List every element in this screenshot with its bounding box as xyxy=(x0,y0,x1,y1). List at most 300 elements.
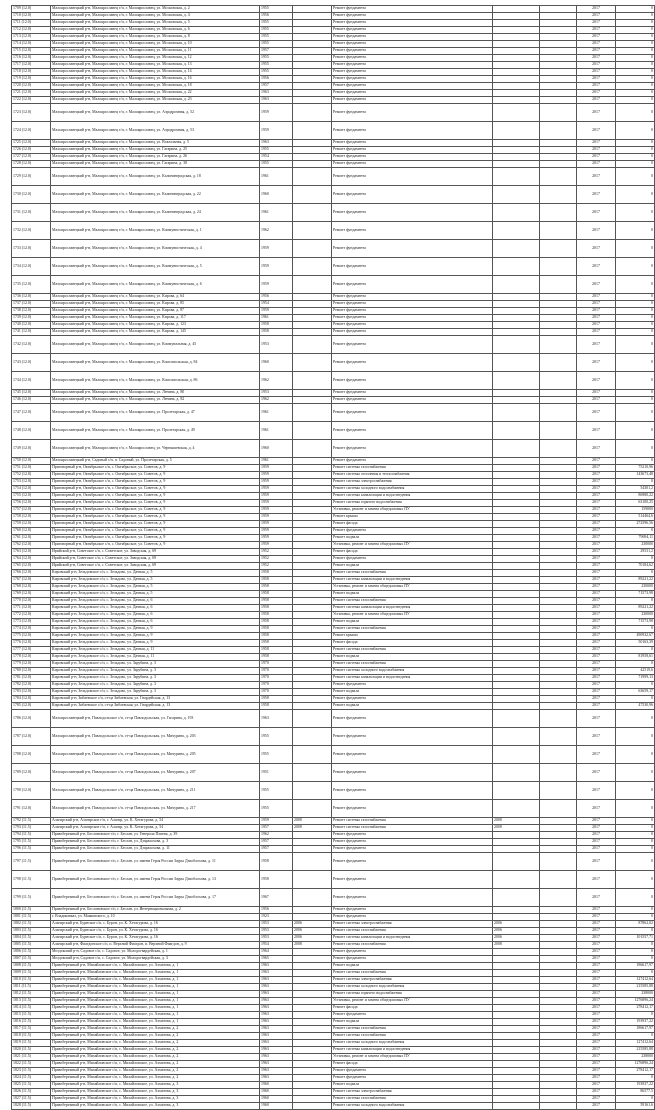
cell-extra2 xyxy=(540,168,577,186)
cell-extra2 xyxy=(540,696,577,703)
cell-address: Правобережный р-н, Михайловское с/п, с. Михайловское, ул. Ахматова, д. 2 xyxy=(51,1075,260,1082)
cell-year-built: 1959 xyxy=(260,514,293,521)
cell-year-built: 1958 xyxy=(260,605,293,612)
table-row xyxy=(12,465,655,472)
cell-extra2 xyxy=(540,20,577,27)
cell-year-built: 1963 xyxy=(260,963,293,970)
table-row xyxy=(12,963,655,970)
table-row xyxy=(12,20,655,27)
table-row xyxy=(12,640,655,647)
cell-year-built: 1958 xyxy=(260,703,293,710)
cell-work: Ремонт фасада xyxy=(332,1005,493,1012)
cell-id: 1766 (12.0) xyxy=(12,570,51,577)
cell-extra2 xyxy=(540,818,577,825)
cell-year-built: 1956 xyxy=(260,13,293,20)
cell-plan-year: 2017 xyxy=(577,240,616,258)
cell-extra2 xyxy=(540,97,577,104)
cell-plan-year: 2017 xyxy=(577,728,616,746)
table-row xyxy=(12,458,655,465)
cell-work: Ремонт фундамента xyxy=(332,168,493,186)
cell-extra2 xyxy=(540,535,577,542)
table-row xyxy=(12,336,655,354)
cell-address: Приговорный р-н, Октябрьское с/п, с. Октябрьское, ул. Советов, д. 9 xyxy=(51,521,260,528)
cell-address: Приговорный р-н, Октябрьское с/п, с. Октябрьское, ул. Советов, д. 9 xyxy=(51,486,260,493)
table-row xyxy=(12,825,655,832)
register-rows xyxy=(12,6,655,1110)
cell-address: Кировский р-н, Зельдовское с/п, с. Зельдово, ул. Дачная, д. 6 xyxy=(51,605,260,612)
cell-plan-year: 2017 xyxy=(577,942,616,949)
cell-extra2 xyxy=(540,322,577,329)
cell-year-built: 1961 xyxy=(260,404,293,422)
cell-id: 1776 (12.0) xyxy=(12,640,51,647)
cell-year-built: 1957 xyxy=(260,825,293,832)
cell-work: Ремонт фундамента xyxy=(332,20,493,27)
cell-extra2 xyxy=(540,1089,577,1096)
cell-address: Правобережный р-н, Михайловское с/п, с. Михайловское, ул. Ахматова, д. 3 xyxy=(51,1096,260,1103)
cell-id: 1780 (12.0) xyxy=(12,668,51,675)
cell-year-built: 1963 xyxy=(260,1019,293,1026)
cell-extra1 xyxy=(493,258,540,276)
cell-year-repair xyxy=(293,1040,332,1047)
cell-extra2 xyxy=(540,563,577,570)
cell-amount: 101557,71 xyxy=(616,935,655,942)
cell-year-repair xyxy=(293,168,332,186)
cell-year-built: 1963 xyxy=(260,710,293,728)
cell-plan-year: 2017 xyxy=(577,122,616,140)
cell-amount: 272596,56 xyxy=(616,521,655,528)
table-row xyxy=(12,1103,655,1110)
cell-extra1 xyxy=(493,577,540,584)
cell-address: Приговорный р-н, Октябрьское с/п, с. Октябрьское, ул. Советов, д. 9 xyxy=(51,528,260,535)
cell-work: Установка, ремонт и замена общедомовых ПУ xyxy=(332,998,493,1005)
table-row xyxy=(12,839,655,846)
cell-year-repair xyxy=(293,654,332,661)
cell-plan-year: 2017 xyxy=(577,1054,616,1061)
cell-plan-year: 2017 xyxy=(577,832,616,839)
cell-plan-year: 2017 xyxy=(577,682,616,689)
cell-extra2 xyxy=(540,846,577,853)
table-row xyxy=(12,991,655,998)
cell-extra2 xyxy=(540,336,577,354)
table-row xyxy=(12,140,655,147)
cell-extra1 xyxy=(493,591,540,598)
cell-id: 1747 (12.0) xyxy=(12,404,51,422)
cell-work: Ремонт подвала xyxy=(332,1082,493,1089)
table-row xyxy=(12,76,655,83)
cell-address: Приговорный р-н, Октябрьское с/п, с. Октябрьское, ул. Советов, д. 9 xyxy=(51,479,260,486)
table-row xyxy=(12,1089,655,1096)
cell-id: 1792 (11.5) xyxy=(12,818,51,825)
cell-id: 1740 (12.0) xyxy=(12,322,51,329)
cell-address: Малоярославецкий р-н, Малоярославец г/п, г. Малоярославец, ул. Московская, д. 12 xyxy=(51,55,260,62)
cell-id: 1765 (12.0) xyxy=(12,563,51,570)
cell-extra1 xyxy=(493,372,540,390)
table-row xyxy=(12,48,655,55)
cell-extra2 xyxy=(540,1026,577,1033)
cell-id: 1782 (12.0) xyxy=(12,682,51,689)
cell-id: 1813 (11.5) xyxy=(12,998,51,1005)
cell-year-built: 1953 xyxy=(260,928,293,935)
cell-amount: 0 xyxy=(616,147,655,154)
cell-plan-year: 2017 xyxy=(577,577,616,584)
table-row xyxy=(12,871,655,889)
cell-plan-year: 2017 xyxy=(577,1068,616,1075)
cell-work: Ремонт фундамента xyxy=(332,240,493,258)
cell-work: Ремонт системы канализации и водоотведения xyxy=(332,493,493,500)
cell-address: Приговорный р-н, Октябрьское с/п, с. Октябрьское, ул. Советов, д. 9 xyxy=(51,465,260,472)
table-row xyxy=(12,514,655,521)
cell-extra1 xyxy=(493,479,540,486)
cell-year-repair xyxy=(293,354,332,372)
cell-plan-year: 2017 xyxy=(577,507,616,514)
cell-work: Ремонт системы газоснабжения xyxy=(332,647,493,654)
table-row xyxy=(12,654,655,661)
cell-id: 1759 (12.0) xyxy=(12,521,51,528)
cell-work: Ремонт подвала xyxy=(332,689,493,696)
cell-amount: 0 xyxy=(616,104,655,122)
table-row xyxy=(12,294,655,301)
table-row xyxy=(12,626,655,633)
cell-id: 1709 (12.0) xyxy=(12,6,51,13)
cell-address: Правобережный р-н, Михайловское с/п, с. Михайловское, ул. Ахматова, д. 2 xyxy=(51,1068,260,1075)
cell-id: 1821 (11.5) xyxy=(12,1054,51,1061)
cell-plan-year: 2017 xyxy=(577,1005,616,1012)
cell-extra2 xyxy=(540,1054,577,1061)
cell-address: Кировский р-н, Зельдовское с/п, с. Зельдово, ул. Дачная, д. 5 xyxy=(51,577,260,584)
cell-year-built: 1958 xyxy=(260,598,293,605)
cell-year-repair xyxy=(293,746,332,764)
cell-year-repair xyxy=(293,329,332,336)
cell-year-built: 1970 xyxy=(260,661,293,668)
cell-year-built: 1955 xyxy=(260,55,293,62)
cell-work: Ремонт системы электроснабжения xyxy=(332,977,493,984)
cell-work: Ремонт подвала xyxy=(332,703,493,710)
cell-plan-year: 2017 xyxy=(577,619,616,626)
cell-amount: 0 xyxy=(616,956,655,963)
cell-extra2 xyxy=(540,147,577,154)
cell-work: Ремонт фундамента xyxy=(332,154,493,161)
cell-work: Ремонт системы отопления и теплоснабжения xyxy=(332,472,493,479)
cell-year-built: 1955 xyxy=(260,800,293,818)
cell-plan-year: 2017 xyxy=(577,500,616,507)
cell-extra1 xyxy=(493,301,540,308)
cell-year-repair xyxy=(293,34,332,41)
cell-extra1 xyxy=(493,1103,540,1110)
cell-year-built: 1970 xyxy=(260,668,293,675)
cell-amount: 0 xyxy=(616,97,655,104)
cell-amount: 0 xyxy=(616,69,655,76)
table-row xyxy=(12,83,655,90)
cell-amount: 0 xyxy=(616,661,655,668)
cell-extra2 xyxy=(540,315,577,322)
table-row xyxy=(12,422,655,440)
cell-work: Ремонт системы газоснабжения xyxy=(332,818,493,825)
cell-extra2 xyxy=(540,914,577,921)
cell-extra1 xyxy=(493,458,540,465)
cell-work: Ремонт фундамента xyxy=(332,800,493,818)
table-row xyxy=(12,1054,655,1061)
cell-plan-year: 2017 xyxy=(577,710,616,728)
cell-year-repair xyxy=(293,977,332,984)
table-row xyxy=(12,549,655,556)
cell-work: Ремонт фундамента xyxy=(332,846,493,853)
cell-work: Ремонт фундамента xyxy=(332,907,493,914)
cell-extra1 xyxy=(493,647,540,654)
cell-address: Правобережный р-н, Беслановское г/п, г. Беслан, ул. имени Героя России Зауры Дзиоблохова, д. 13 xyxy=(51,871,260,889)
cell-extra2 xyxy=(540,956,577,963)
cell-amount: 0 xyxy=(616,329,655,336)
cell-plan-year: 2017 xyxy=(577,825,616,832)
cell-year-repair xyxy=(293,832,332,839)
table-row xyxy=(12,889,655,907)
cell-work: Ремонт системы горячего водоснабжения xyxy=(332,991,493,998)
cell-year-built: 1963 xyxy=(260,998,293,1005)
cell-address: Правобережный р-н, Михайловское с/п, с. Михайловское, ул. Ахматова, д. 1 xyxy=(51,991,260,998)
cell-year-built: 1963 xyxy=(260,1075,293,1082)
cell-year-repair xyxy=(293,563,332,570)
cell-extra2 xyxy=(540,889,577,907)
cell-plan-year: 2017 xyxy=(577,570,616,577)
cell-year-built: 1955 xyxy=(260,161,293,168)
cell-amount: 0 xyxy=(616,458,655,465)
cell-year-repair xyxy=(293,372,332,390)
cell-extra1 xyxy=(493,20,540,27)
cell-year-built: 1952 xyxy=(260,556,293,563)
cell-amount: 0 xyxy=(616,914,655,921)
table-row xyxy=(12,486,655,493)
cell-id: 1762 (12.0) xyxy=(12,542,51,549)
cell-amount: 0 xyxy=(616,34,655,41)
cell-id: 1816 (11.5) xyxy=(12,1019,51,1026)
cell-year-repair xyxy=(293,62,332,69)
cell-year-built: 1963 xyxy=(260,90,293,97)
cell-id: 1727 (12.0) xyxy=(12,154,51,161)
cell-address: Малоярославецкий р-н, Малоярославец г/п, г. Малоярославец, ул. Московская, д. 6 xyxy=(51,27,260,34)
cell-address: Малоярославецкий р-н, Малоярославец г/п, г. Малоярославец, ул. Гагарина, д. 26 xyxy=(51,154,260,161)
cell-year-built: 1962 xyxy=(260,222,293,240)
cell-plan-year: 2017 xyxy=(577,633,616,640)
cell-year-built: 1962 xyxy=(260,832,293,839)
cell-plan-year: 2017 xyxy=(577,147,616,154)
cell-year-repair xyxy=(293,404,332,422)
table-row xyxy=(12,661,655,668)
cell-address: Малоярославецкий р-н, Малоярославец г/п, г. Малоярославец, ул. Московская, д. 16 xyxy=(51,76,260,83)
cell-extra2 xyxy=(540,605,577,612)
cell-extra1: 2006 xyxy=(493,921,540,928)
cell-plan-year: 2017 xyxy=(577,626,616,633)
cell-id: 1807 (11.5) xyxy=(12,956,51,963)
table-row xyxy=(12,90,655,97)
cell-id: 1797 (11.5) xyxy=(12,853,51,871)
cell-address: Правобережный р-н, Михайловское с/п, с. Михайловское, ул. Ахматова, д. 1 xyxy=(51,1012,260,1019)
cell-work: Ремонт системы газоснабжения xyxy=(332,626,493,633)
cell-extra1: 2008 xyxy=(493,818,540,825)
cell-extra2 xyxy=(540,556,577,563)
cell-address: Малоярославецкий р-н, Малоярославец г/п, г. Малоярославец, ул. Московская, д. 4 xyxy=(51,13,260,20)
cell-work: Ремонт фундамента xyxy=(332,315,493,322)
table-row xyxy=(12,998,655,1005)
cell-plan-year: 2017 xyxy=(577,668,616,675)
cell-extra1 xyxy=(493,633,540,640)
cell-amount: 0 xyxy=(616,440,655,458)
table-row xyxy=(12,619,655,626)
cell-extra2 xyxy=(540,404,577,422)
cell-extra1 xyxy=(493,90,540,97)
cell-year-built: 1957 xyxy=(260,83,293,90)
cell-extra1 xyxy=(493,570,540,577)
cell-amount: 0 xyxy=(616,832,655,839)
cell-id: 1754 (12.0) xyxy=(12,486,51,493)
cell-year-built: 1959 xyxy=(260,486,293,493)
cell-id: 1749 (12.0) xyxy=(12,440,51,458)
cell-year-repair: 2006 xyxy=(293,935,332,942)
cell-work: Ремонт фундамента xyxy=(332,62,493,69)
cell-address: Кировский р-н, Зельдовское с/п, с. Зельдово, ул. Дачная, д. 5 xyxy=(51,570,260,577)
cell-extra1 xyxy=(493,336,540,354)
cell-id: 1785 (12.0) xyxy=(12,703,51,710)
cell-id: 1763 (12.0) xyxy=(12,549,51,556)
table-row xyxy=(12,1061,655,1068)
cell-amount: 0 xyxy=(616,1075,655,1082)
cell-plan-year: 2017 xyxy=(577,998,616,1005)
cell-extra2 xyxy=(540,764,577,782)
cell-extra1 xyxy=(493,354,540,372)
cell-year-built: 1955 xyxy=(260,6,293,13)
cell-work: Ремонт фундамента xyxy=(332,528,493,535)
cell-address: Кировский р-н, Зельдовское с/п, с. Зельдово, ул. Дачная, д. 9 xyxy=(51,633,260,640)
cell-plan-year: 2017 xyxy=(577,1026,616,1033)
cell-work: Ремонт подвала xyxy=(332,1019,493,1026)
cell-work: Ремонт фундамента xyxy=(332,90,493,97)
cell-year-repair xyxy=(293,322,332,329)
cell-address: Малоярославецкий р-н, Малоярославец г/п, г. Малоярославец, ул. Московская, д. 8 xyxy=(51,34,260,41)
cell-extra1 xyxy=(493,853,540,871)
cell-work: Ремонт фасада xyxy=(332,640,493,647)
cell-extra1 xyxy=(493,542,540,549)
cell-id: 1746 (12.0) xyxy=(12,397,51,404)
cell-id: 1725 (12.0) xyxy=(12,140,51,147)
cell-year-repair xyxy=(293,154,332,161)
cell-amount: 0 xyxy=(616,479,655,486)
cell-work: Ремонт фундамента xyxy=(332,956,493,963)
cell-year-repair: 2008 xyxy=(293,942,332,949)
cell-id: 1719 (12.0) xyxy=(12,76,51,83)
cell-year-repair xyxy=(293,458,332,465)
cell-address: Алагирский р-н, Фиагдонское с/п, п. Верхний Фиагдон, п. Верхний Фиагдон, д. 9 xyxy=(51,942,260,949)
cell-year-repair xyxy=(293,90,332,97)
cell-extra2 xyxy=(540,204,577,222)
cell-year-built: 1954 xyxy=(260,154,293,161)
cell-address: Малоярославецкий р-н, Малоярославец г/п, г. Малоярославец, ул. Московская, д. 14 xyxy=(51,69,260,76)
cell-year-built: 1958 xyxy=(260,619,293,626)
cell-work: Ремонт подвала xyxy=(332,963,493,970)
cell-id: 1786 (12.0) xyxy=(12,710,51,728)
cell-id: 1745 (12.0) xyxy=(12,390,51,397)
cell-work: Ремонт системы электроснабжения xyxy=(332,1089,493,1096)
cell-plan-year: 2017 xyxy=(577,521,616,528)
cell-id: 1732 (12.0) xyxy=(12,222,51,240)
cell-year-repair xyxy=(293,1054,332,1061)
cell-amount: 71573,98 xyxy=(616,619,655,626)
cell-amount: 0 xyxy=(616,397,655,404)
cell-year-repair xyxy=(293,949,332,956)
cell-extra1 xyxy=(493,654,540,661)
cell-extra1: 2008 xyxy=(493,825,540,832)
cell-extra2 xyxy=(540,390,577,397)
cell-year-repair xyxy=(293,69,332,76)
table-row xyxy=(12,764,655,782)
cell-year-built: 1963 xyxy=(260,1005,293,1012)
cell-amount: 159000 xyxy=(616,507,655,514)
cell-id: 1824 (11.5) xyxy=(12,1075,51,1082)
cell-id: 1787 (12.0) xyxy=(12,728,51,746)
table-row xyxy=(12,668,655,675)
cell-extra1 xyxy=(493,6,540,13)
cell-year-built: 1963 xyxy=(260,140,293,147)
cell-address: Приговорный р-н, Октябрьское с/п, с. Октябрьское, ул. Советов, д. 9 xyxy=(51,493,260,500)
cell-work: Ремонт подвала xyxy=(332,619,493,626)
cell-extra2 xyxy=(540,703,577,710)
cell-plan-year: 2017 xyxy=(577,675,616,682)
table-row xyxy=(12,921,655,928)
cell-year-repair xyxy=(293,598,332,605)
cell-extra1 xyxy=(493,949,540,956)
cell-year-built: 1960 xyxy=(260,1103,293,1110)
cell-plan-year: 2017 xyxy=(577,41,616,48)
cell-plan-year: 2017 xyxy=(577,612,616,619)
cell-year-repair xyxy=(293,479,332,486)
cell-extra1 xyxy=(493,584,540,591)
cell-address: Кировский р-н, Зельдовское с/п, с. Зельдово, ул. Зарубина, д. 3 xyxy=(51,661,260,668)
cell-work: Ремонт системы холодного водоснабжения xyxy=(332,984,493,991)
cell-address: Малоярославецкий р-н, Малоярославец г/п, г. Малоярославец, ул. Кирова, д. 64 xyxy=(51,294,260,301)
table-row xyxy=(12,1019,655,1026)
cell-extra1 xyxy=(493,556,540,563)
cell-id: 1814 (11.5) xyxy=(12,1005,51,1012)
cell-address: Кировский р-н, Зельдовское с/п, с. Зельдово, ул. Дачная, д. 6 xyxy=(51,619,260,626)
cell-year-repair xyxy=(293,970,332,977)
cell-extra1 xyxy=(493,689,540,696)
cell-extra1 xyxy=(493,682,540,689)
cell-plan-year: 2017 xyxy=(577,818,616,825)
cell-work: Ремонт фундамента xyxy=(332,853,493,871)
cell-id: 1724 (12.0) xyxy=(12,122,51,140)
table-row xyxy=(12,315,655,322)
cell-plan-year: 2017 xyxy=(577,440,616,458)
cell-amount: 0 xyxy=(616,839,655,846)
cell-work: Ремонт подвала xyxy=(332,654,493,661)
cell-extra1 xyxy=(493,48,540,55)
cell-extra2 xyxy=(540,1005,577,1012)
table-row xyxy=(12,956,655,963)
cell-year-repair: 2008 xyxy=(293,818,332,825)
cell-year-built: 1970 xyxy=(260,689,293,696)
cell-extra1 xyxy=(493,907,540,914)
cell-extra2 xyxy=(540,493,577,500)
cell-id: 1712 (12.0) xyxy=(12,27,51,34)
table-row xyxy=(12,97,655,104)
cell-extra2 xyxy=(540,465,577,472)
cell-extra2 xyxy=(540,1047,577,1054)
cell-extra1 xyxy=(493,13,540,20)
cell-extra1 xyxy=(493,104,540,122)
cell-year-built: 1955 xyxy=(260,728,293,746)
cell-address: Кировский р-н, Зибаевское с/п, ст-ца Зибаевская, ул. Гвардейская, д. 13 xyxy=(51,696,260,703)
cell-amount: 0 xyxy=(616,598,655,605)
cell-id: 1818 (11.5) xyxy=(12,1033,51,1040)
table-row xyxy=(12,1026,655,1033)
cell-year-repair xyxy=(293,626,332,633)
